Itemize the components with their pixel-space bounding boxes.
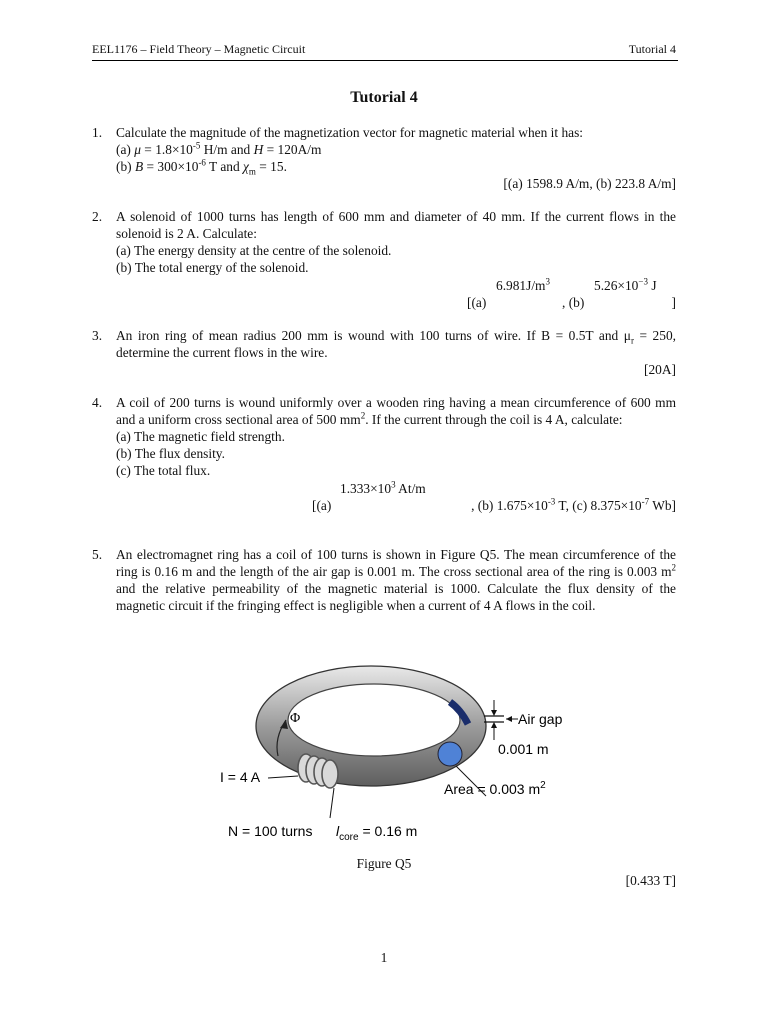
answer: [20A] xyxy=(644,362,676,377)
part-c: (c) The total flux. xyxy=(116,463,211,478)
core-length-label: $l_{core} = 0.16$ m xyxy=(336,823,418,842)
header-rule xyxy=(92,60,678,61)
question-number: 2. xyxy=(92,209,103,224)
question-text: Calculate the magnitude of the magnetization vector for magnetic material when it has: xyxy=(116,125,584,140)
part-b: (b) The flux density. xyxy=(116,446,225,461)
part-b: (b) The total energy of the solenoid. xyxy=(116,260,309,275)
question-number: 5. xyxy=(92,547,103,562)
header-tutorial: Tutorial 4 xyxy=(628,42,676,56)
part-a: (a) $\mu = 1.8\times 10^{-5}$ H/m and H = 120A/m xyxy=(116,140,322,157)
answer: $6.981J/m^3$ $5.26\times 10^{-3}$ J [(a) , (b) ] xyxy=(467,276,676,310)
question-text: A solenoid of 1000 turns has length of 600 mm and diameter of 40 mm. If the current flows in the solenoid is 2 A. Calculate: xyxy=(116,209,676,241)
page-number: 1 xyxy=(380,950,388,965)
question-text: An iron ring of mean radius 200 mm is wound with 100 turns of wire. If B = 0.5T and $\mu_r = 250$, determine the current flows in the wire. xyxy=(116,328,676,360)
question-number: 1. xyxy=(92,125,103,140)
question-4 xyxy=(92,394,676,515)
answer-value-a: $6.981J/m^3$ xyxy=(496,276,550,293)
question-text: A coil of 200 turns is wound uniformly over a wooden ring having a mean circumference of 600 mm and a uniform cross sectional area of 500 $mm^2$. If the current through the coil is 4 A, calculate: xyxy=(116,395,676,427)
figure-q5 xyxy=(206,646,586,842)
answer-value-b: $5.26\times 10^{-3}$ J xyxy=(594,276,657,293)
answer: $1.333\times 10^3$ At/m [(a) , (b) $1.675\times 10^{-3}$ T, (c) $8.375\times 10^{-7}$ Wb] xyxy=(312,479,676,513)
part-a: (a) The energy density at the centre of the solenoid. xyxy=(116,243,392,258)
page-title: Tutorial 4 xyxy=(350,89,418,106)
ring-hole xyxy=(288,684,460,756)
question-5-answer xyxy=(92,872,676,889)
current-label: I = 4 A xyxy=(220,769,261,785)
figure-caption: Figure Q5 xyxy=(356,856,412,871)
answer: [0.433 T] xyxy=(625,873,676,888)
part-a: (a) The magnetic field strength. xyxy=(116,429,285,444)
air-gap-label: Air gap xyxy=(518,711,563,727)
gap-length-label: 0.001 m xyxy=(498,741,549,757)
question-1 xyxy=(92,124,676,192)
question-number: 3. xyxy=(92,328,103,343)
turns-label: N = 100 turns xyxy=(228,823,313,839)
question-2 xyxy=(92,208,676,312)
answer: [(a) 1598.9 A/m, (b) 223.8 A/m] xyxy=(503,176,676,191)
flux-symbol: Φ xyxy=(290,711,301,726)
question-3 xyxy=(92,327,676,378)
electromagnet-ring-diagram xyxy=(206,646,586,842)
question-text: An electromagnet ring has a coil of 100 turns is shown in Figure Q5. The mean circumference of the ring is 0.16 m and the length of the air gap is 0.001 m. The cross sectional area of the ring is 0.003 $m^2$ and the relative permeability of the magnetic material is 1000. Calculate the flux density of the magnetic circuit if the fringing effect is negligible when a current of 4 A flows in the coil. xyxy=(116,547,676,613)
part-b: (b) $B = 300\times 10^{-6}$ T and $\chi_m = 15$. xyxy=(116,157,287,177)
answer-value-a: $1.333\times 10^3$ At/m xyxy=(340,479,426,496)
header-course: EEL1176 – Field Theory – Magnetic Circuit xyxy=(92,42,306,56)
question-5 xyxy=(92,546,676,614)
area-label: Area = 0.003 $m^2$ xyxy=(444,780,546,797)
cross-section-area xyxy=(438,742,462,766)
question-number: 4. xyxy=(92,395,103,410)
